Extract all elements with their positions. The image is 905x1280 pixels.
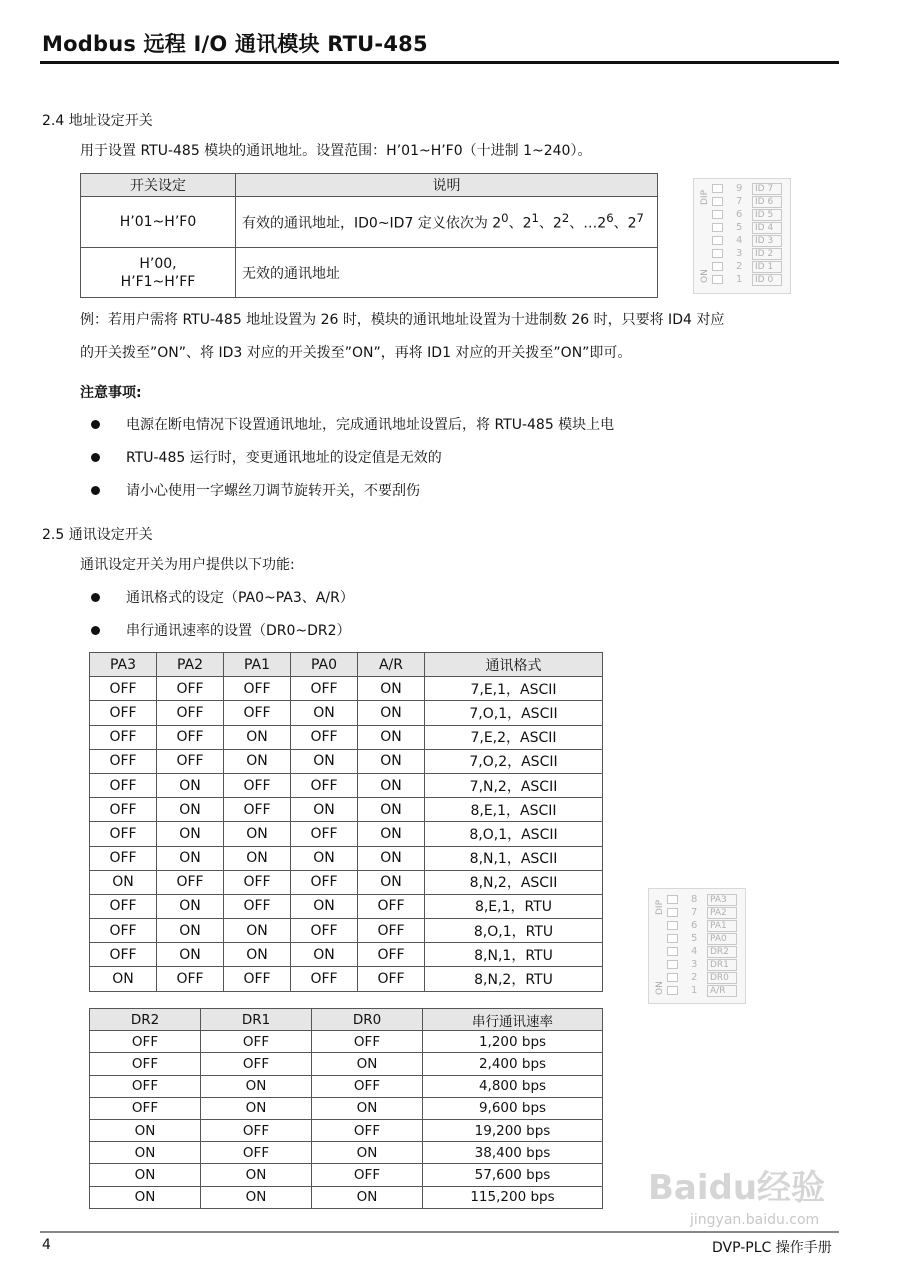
table-cell: ON (224, 943, 291, 967)
table-cell: ON (358, 798, 425, 822)
table-row (90, 846, 603, 870)
table-cell: 7,O,1，ASCII (425, 701, 603, 725)
table-cell: 4,800 bps (423, 1075, 603, 1097)
header-rule (40, 61, 839, 64)
table-cell: OFF (358, 919, 425, 943)
section-heading-2-4: 2.4 地址设定开关 (42, 113, 153, 129)
table-cell: OFF (90, 1097, 201, 1119)
table-cell: OFF (90, 943, 157, 967)
note-item: 电源在断电情况下设置通讯地址，完成通讯地址设置后，将 RTU-485 模块上电 (126, 417, 615, 433)
table-row (90, 894, 603, 918)
table-cell: ON (157, 798, 224, 822)
table-row (90, 943, 603, 967)
table-cell: OFF (291, 677, 358, 701)
table-cell: OFF (157, 701, 224, 725)
table-header-cell: 开关设定 (81, 174, 236, 197)
table-cell: OFF (157, 967, 224, 991)
table-cell: OFF (201, 1142, 312, 1164)
table-cell: OFF (90, 677, 157, 701)
table-cell: OFF (90, 1053, 201, 1075)
table-row (90, 1031, 603, 1053)
section-2-4-intro: 用于设置 RTU-485 模块的通讯地址。设置范围：H’01~H’F0（十进制 1~240）。 (80, 143, 592, 159)
table-cell: ON (312, 1142, 423, 1164)
table-cell: ON (291, 846, 358, 870)
table-cell: OFF (90, 1031, 201, 1053)
table-cell: ON (201, 1164, 312, 1186)
table-cell: ON (224, 749, 291, 773)
table-cell: ON (291, 749, 358, 773)
table-cell: OFF (90, 894, 157, 918)
table-header-cell: DR2 (90, 1009, 201, 1031)
table-cell: OFF (201, 1119, 312, 1141)
table-cell: OFF (291, 773, 358, 797)
table-cell: ON (201, 1075, 312, 1097)
table-header-cell: PA0 (291, 653, 358, 677)
table-cell: 8,O,1，ASCII (425, 822, 603, 846)
table-cell: OFF (157, 749, 224, 773)
table-cell: ON (157, 919, 224, 943)
table-cell: OFF (291, 822, 358, 846)
table-cell: ON (291, 701, 358, 725)
table-cell: OFF (157, 870, 224, 894)
table-cell-desc: 无效的通讯地址 (236, 248, 658, 298)
bullet-icon (91, 420, 100, 429)
table-cell: OFF (90, 749, 157, 773)
table-cell: 9,600 bps (423, 1097, 603, 1119)
table-cell: 38,400 bps (423, 1142, 603, 1164)
feature-item: 串行通讯速率的设置（DR0~DR2） (126, 623, 351, 639)
table-cell: ON (157, 894, 224, 918)
table-cell: ON (358, 822, 425, 846)
example-line-1: 例：若用户需将 RTU-485 地址设置为 26 时，模块的通讯地址设置为十进制数 26 时，只要将 ID4 对应 (80, 312, 725, 328)
table-row (90, 798, 603, 822)
table-cell: ON (157, 822, 224, 846)
table-cell: 8,N,2，ASCII (425, 870, 603, 894)
table-header-cell: PA1 (224, 653, 291, 677)
table-cell: ON (90, 967, 157, 991)
baud-rate-table (89, 1008, 603, 1209)
table-row (90, 1119, 603, 1141)
table-row (90, 822, 603, 846)
notes-title: 注意事项: (80, 385, 142, 401)
table-cell: ON (358, 677, 425, 701)
table-cell: OFF (224, 870, 291, 894)
table-cell: OFF (90, 919, 157, 943)
footer-rule (40, 1231, 839, 1233)
table-cell: ON (157, 773, 224, 797)
table-cell: 57,600 bps (423, 1164, 603, 1186)
table-cell: ON (90, 1186, 201, 1208)
table-cell: OFF (312, 1075, 423, 1097)
table-cell: ON (312, 1097, 423, 1119)
table-header-cell: PA3 (90, 653, 157, 677)
bullet-icon (91, 486, 100, 495)
table-cell: ON (157, 846, 224, 870)
dip-label: DIP (655, 899, 665, 915)
table-cell: ON (312, 1186, 423, 1208)
example-line-2: 的开关拨至”ON”、将 ID3 对应的开关拨至”ON”，再将 ID1 对应的开关拨至”ON”即可。 (80, 345, 632, 361)
table-cell: OFF (90, 822, 157, 846)
bullet-icon (91, 453, 100, 462)
table-cell: OFF (291, 870, 358, 894)
table-cell: 7,E,2，ASCII (425, 725, 603, 749)
table-cell: 8,E,1，ASCII (425, 798, 603, 822)
table-cell: ON (358, 846, 425, 870)
table-cell: ON (358, 773, 425, 797)
comm-dip-switch-diagram: DIP ON 8 7 6 5 4 3 2 1 PA3 PA2 PA1 PA0 DR2 DR1 DR0 A/R (648, 888, 746, 1004)
table-cell: OFF (201, 1031, 312, 1053)
table-cell: 8,N,1，RTU (425, 943, 603, 967)
table-cell: 8,N,1，ASCII (425, 846, 603, 870)
table-cell: ON (157, 943, 224, 967)
table-row (90, 967, 603, 991)
table-cell: 115,200 bps (423, 1186, 603, 1208)
table-cell: OFF (90, 773, 157, 797)
table-row (90, 701, 603, 725)
table-cell: 7,E,1，ASCII (425, 677, 603, 701)
table-cell: OFF (312, 1031, 423, 1053)
table-cell: OFF (224, 967, 291, 991)
table-row (90, 773, 603, 797)
table-cell: OFF (90, 798, 157, 822)
table-row (90, 725, 603, 749)
table-cell: ON (201, 1186, 312, 1208)
table-cell: OFF (358, 894, 425, 918)
note-item: RTU-485 运行时，变更通讯地址的设定值是无效的 (126, 450, 442, 466)
table-cell: OFF (90, 1075, 201, 1097)
note-item: 请小心使用一字螺丝刀调节旋转开关，不要刮伤 (126, 483, 420, 499)
table-cell: 2,400 bps (423, 1053, 603, 1075)
table-cell: OFF (358, 943, 425, 967)
on-label: ON (700, 269, 710, 283)
table-cell: ON (312, 1053, 423, 1075)
table-cell-desc: 有效的通讯地址，ID0~ID7 定义依次为 $2^0$、$2^1$、$2^2$、$\dots 2^6$、$2^7$ (236, 197, 658, 248)
table-cell: OFF (157, 677, 224, 701)
table-cell: OFF (201, 1053, 312, 1075)
feature-item: 通讯格式的设定（PA0~PA3、A/R） (126, 590, 354, 606)
table-cell: ON (201, 1097, 312, 1119)
table-cell: 8,O,1，RTU (425, 919, 603, 943)
table-row (90, 749, 603, 773)
table-cell-setting: H’00, H’F1~H’FF (81, 248, 236, 298)
table-cell: OFF (224, 773, 291, 797)
comm-format-table (89, 652, 603, 992)
table-row (90, 1053, 603, 1075)
table-header-cell: DR0 (312, 1009, 423, 1031)
bullet-icon (91, 593, 100, 602)
table-row (90, 1186, 603, 1208)
on-label: ON (655, 981, 665, 995)
dip-label: DIP (700, 189, 710, 205)
page-title: Modbus 远程 I/O 通讯模块 RTU-485 (42, 32, 428, 56)
page-number: 4 (42, 1237, 51, 1253)
table-row (90, 1164, 603, 1186)
table-header-cell: DR1 (201, 1009, 312, 1031)
table-cell: ON (291, 943, 358, 967)
table-header-cell: PA2 (157, 653, 224, 677)
table-cell: ON (90, 870, 157, 894)
table-cell: OFF (224, 894, 291, 918)
table-cell: ON (224, 822, 291, 846)
table-cell-setting: H’01~H’F0 (81, 197, 236, 248)
table-row (90, 1142, 603, 1164)
table-cell: 8,N,2，RTU (425, 967, 603, 991)
table-cell: ON (358, 725, 425, 749)
table-header-cell: 通讯格式 (425, 653, 603, 677)
table-cell: ON (358, 749, 425, 773)
table-header-cell: 串行通讯速率 (423, 1009, 603, 1031)
table-header-cell: A/R (358, 653, 425, 677)
manual-name: DVP-PLC 操作手册 (712, 1240, 832, 1256)
table-cell: OFF (312, 1119, 423, 1141)
table-row (90, 677, 603, 701)
section-heading-2-5: 2.5 通讯设定开关 (42, 527, 153, 543)
table-cell: 7,O,2，ASCII (425, 749, 603, 773)
table-cell: ON (358, 870, 425, 894)
table-cell: OFF (291, 919, 358, 943)
table-header-cell: 说明 (236, 174, 658, 197)
table-cell: OFF (312, 1164, 423, 1186)
table-cell: 7,N,2，ASCII (425, 773, 603, 797)
table-cell: OFF (291, 725, 358, 749)
table-cell: 8,E,1，RTU (425, 894, 603, 918)
watermark-logo: Baidu经验 (648, 1168, 826, 1208)
table-cell: 1,200 bps (423, 1031, 603, 1053)
table-cell: OFF (291, 967, 358, 991)
table-cell: OFF (157, 725, 224, 749)
section-2-5-intro: 通讯设定开关为用户提供以下功能: (80, 557, 295, 573)
table-cell: 19,200 bps (423, 1119, 603, 1141)
table-cell: ON (224, 725, 291, 749)
table-cell: ON (358, 701, 425, 725)
table-cell: ON (291, 894, 358, 918)
table-cell: ON (90, 1142, 201, 1164)
address-setting-table (80, 173, 658, 298)
table-cell: ON (90, 1164, 201, 1186)
table-cell: ON (291, 798, 358, 822)
table-cell: OFF (358, 967, 425, 991)
table-cell: OFF (224, 798, 291, 822)
address-dip-switch-diagram: DIP ON 9 7 6 5 4 3 2 1 ID 7 ID 6 ID 5 ID 4 ID 3 ID 2 ID 1 ID 0 (693, 178, 791, 294)
table-row (90, 1097, 603, 1119)
table-cell: OFF (90, 701, 157, 725)
table-cell: ON (224, 846, 291, 870)
table-row (90, 919, 603, 943)
table-cell: OFF (224, 677, 291, 701)
table-cell: ON (90, 1119, 201, 1141)
table-row (90, 1075, 603, 1097)
table-cell: OFF (90, 725, 157, 749)
watermark-url: jingyan.baidu.com (690, 1212, 820, 1228)
bullet-icon (91, 626, 100, 635)
table-cell: OFF (90, 846, 157, 870)
table-cell: OFF (224, 701, 291, 725)
table-cell: ON (224, 919, 291, 943)
table-row (90, 870, 603, 894)
